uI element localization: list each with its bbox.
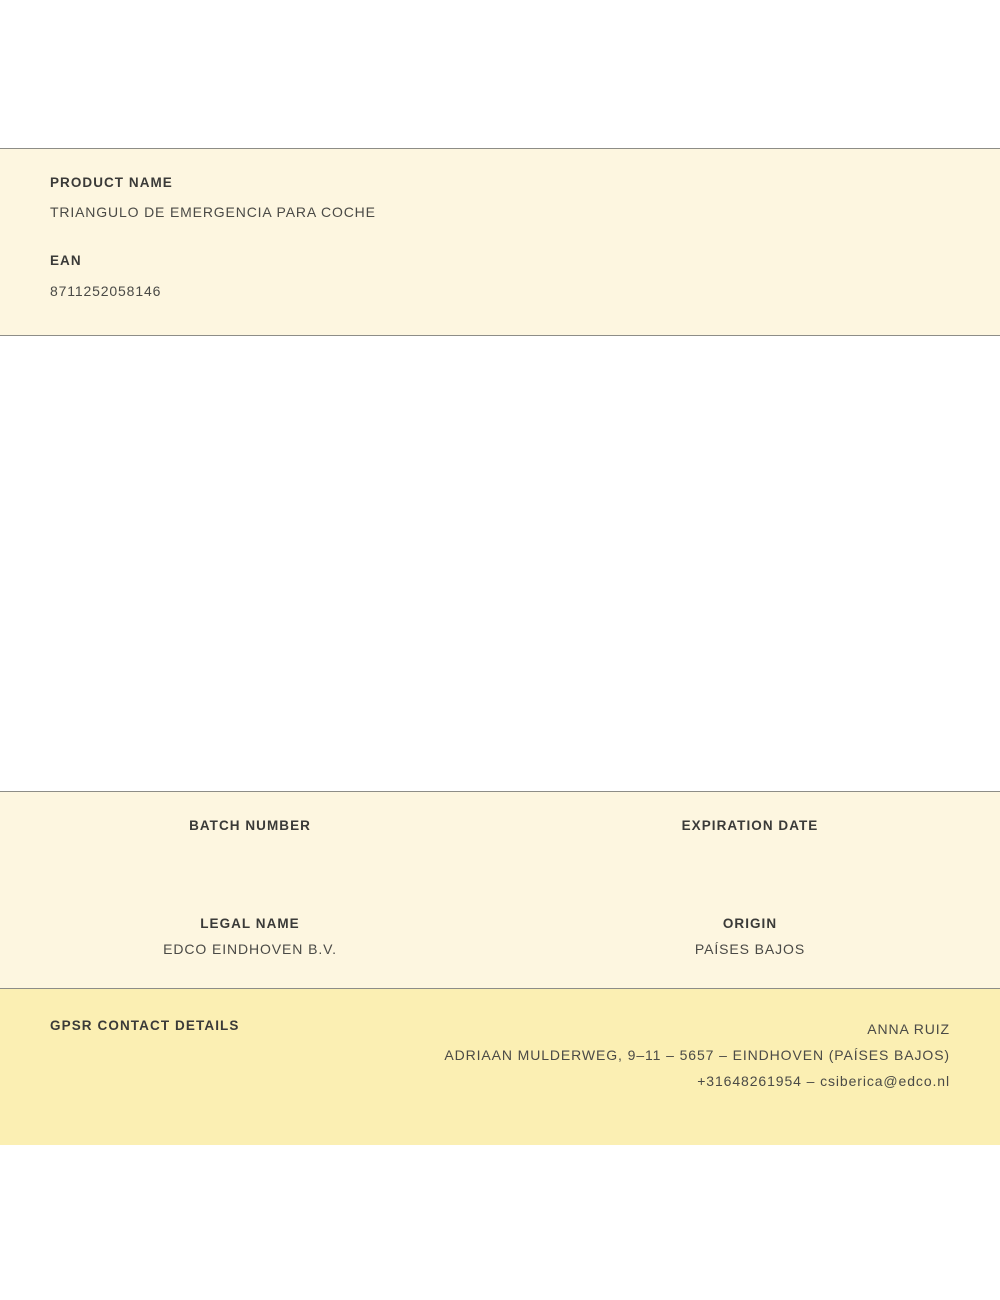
gpsr-contact-lines	[444, 1017, 950, 1095]
top-spacer	[0, 0, 1000, 148]
gpsr-contact-phone-email: +31648261954 – csiberica@edco.nl	[697, 1072, 950, 1089]
blank-content-area	[0, 336, 1000, 791]
details-row-legal-origin	[0, 916, 1000, 958]
product-name-label: PRODUCT NAME	[50, 175, 173, 190]
ean-label: EAN	[50, 253, 82, 269]
batch-number-value	[20, 842, 480, 860]
product-details-block	[0, 791, 1000, 989]
expiration-date-label: EXPIRATION DATE	[681, 818, 819, 833]
details-row-batch-expiration	[0, 818, 1000, 860]
origin-cell	[500, 916, 1000, 958]
origin-label: ORIGIN	[722, 916, 778, 932]
gpsr-contact-name: ANNA RUIZ	[867, 1021, 950, 1037]
legal-name-label: LEGAL NAME	[200, 916, 300, 932]
product-name-group	[50, 175, 950, 221]
gpsr-contact-address: ADRIAAN MULDERWEG, 9–11 – 5657 – EINDHOVEN (PAÍSES BAJOS)	[444, 1046, 950, 1063]
ean-group	[50, 253, 950, 299]
gpsr-contact-title: GPSR CONTACT DETAILS	[50, 1018, 240, 1033]
expiration-date-cell	[500, 818, 1000, 860]
origin-value: PAÍSES BAJOS	[694, 941, 806, 958]
batch-number-cell	[0, 818, 500, 860]
product-name-value: TRIANGULO DE EMERGENCIA PARA COCHE	[50, 204, 376, 221]
product-header-block	[0, 148, 1000, 336]
gpsr-contact-block	[0, 989, 1000, 1145]
legal-name-cell	[0, 916, 500, 958]
ean-value: 8711252058146	[50, 282, 162, 299]
legal-name-value: EDCO EINDHOVEN B.V.	[163, 941, 337, 958]
batch-number-label: BATCH NUMBER	[189, 818, 311, 833]
expiration-date-value	[520, 842, 980, 860]
bottom-spacer	[0, 1145, 1000, 1300]
